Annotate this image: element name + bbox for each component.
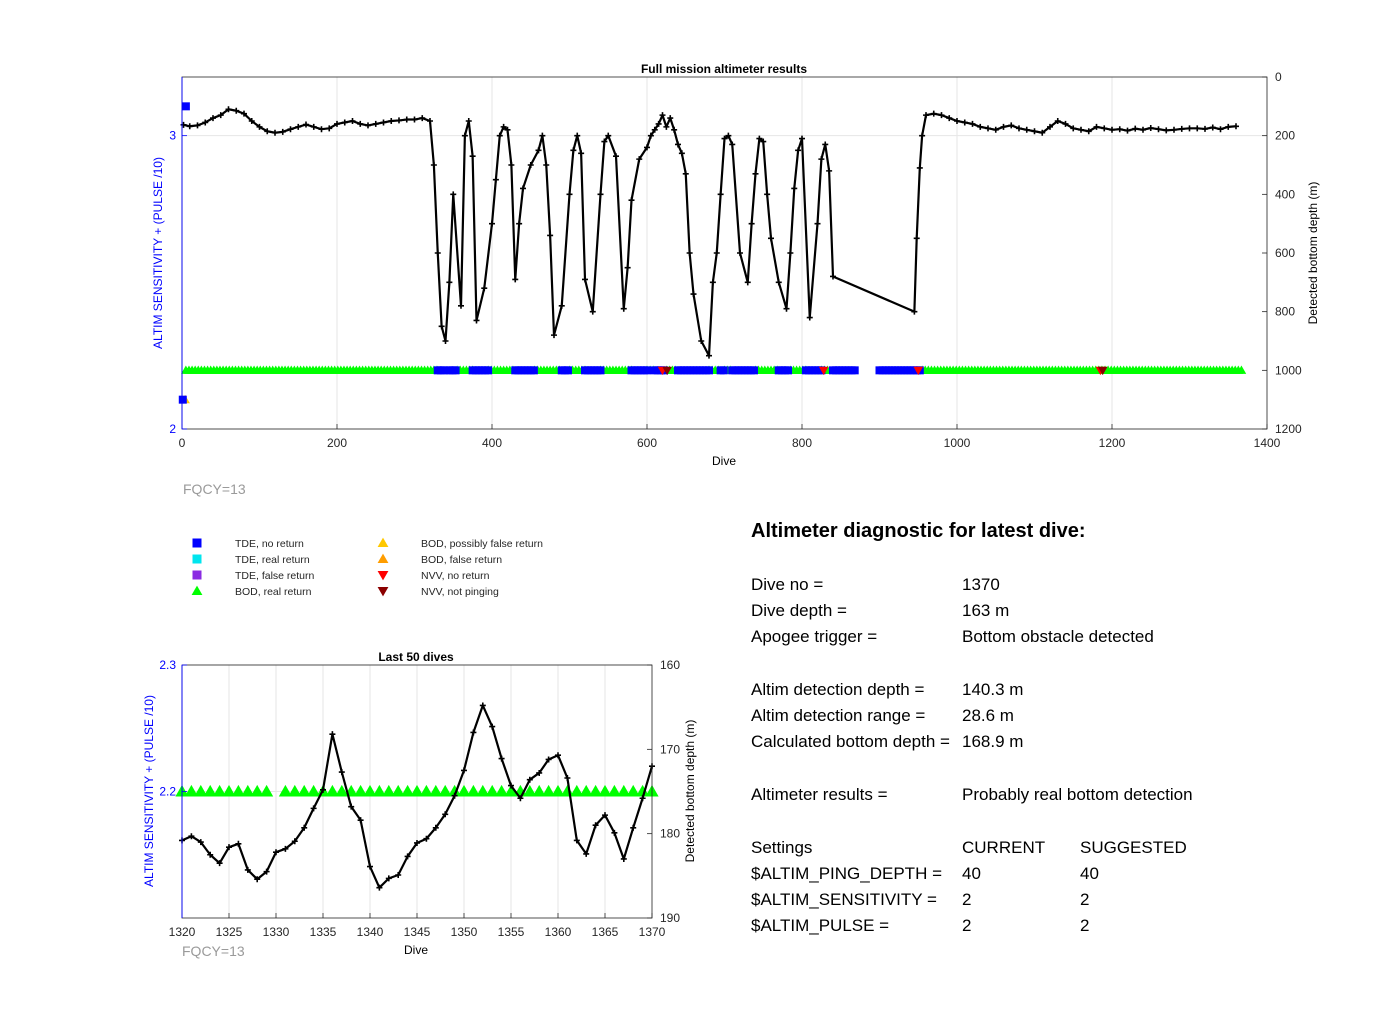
bot-x-tick-label: 1325 <box>215 925 243 939</box>
diag-value: 168.9 m <box>962 732 1024 751</box>
legend-label: NVV, no return <box>421 570 490 582</box>
diag-label: $ALTIM_PULSE = <box>751 916 890 935</box>
diag-value: 40 <box>962 864 981 883</box>
top-left-axis-label: ALTIM SENSITIVITY + (PULSE /10) <box>151 157 165 349</box>
marker-legend <box>192 538 544 598</box>
bottom-x-axis-label: Dive <box>403 943 429 957</box>
bottom-markers <box>175 785 658 797</box>
legend-label: BOD, possibly false return <box>421 538 543 550</box>
diag-value: Probably real bottom detection <box>962 785 1193 804</box>
bot-y-right-tick-label: 160 <box>660 658 681 672</box>
bot-y-right-tick-label: 170 <box>660 742 681 757</box>
diag-suggested: 40 <box>1080 864 1099 883</box>
top-x-tick-label: 800 <box>791 436 813 450</box>
legend-label: BOD, false return <box>421 554 503 566</box>
top-marker-square <box>484 366 492 374</box>
legend-marker-square <box>193 555 202 564</box>
diag-value: 2 <box>962 890 972 909</box>
legend-marker-triangle-down <box>378 587 389 596</box>
top-x-axis-label: Dive <box>711 454 737 468</box>
legend-label: TDE, false return <box>235 570 315 582</box>
bot-x-tick-label: 1340 <box>356 925 384 939</box>
bot-x-tick-label: 1360 <box>544 925 572 939</box>
legend-marker-triangle-up <box>192 586 203 595</box>
top-marker-square <box>750 366 758 374</box>
top-x-tick-label: 600 <box>636 436 658 450</box>
bot-x-tick-label: 1320 <box>168 925 196 939</box>
diag-label: Altim detection range = <box>751 706 926 725</box>
diag-label: Apogee trigger = <box>751 627 878 646</box>
bot-y-right-tick-label: 180 <box>660 826 681 841</box>
top-x-tick-label: 0 <box>178 436 186 450</box>
top-y-right-tick-label: 200 <box>1275 128 1296 143</box>
diag-value: 1370 <box>962 575 1000 594</box>
last-50-dives-chart <box>142 650 697 959</box>
bot-x-tick-label: 1355 <box>497 925 525 939</box>
bot-y-left-tick-label: 2.3 <box>159 658 176 672</box>
legend-label: NVV, not pinging <box>421 586 499 598</box>
diagnostic-title: Altimeter diagnostic for latest dive: <box>751 520 1086 542</box>
top-y-right-tick-label: 0 <box>1275 70 1282 84</box>
diag-label: Dive no = <box>751 575 824 594</box>
top-chart-title: Full mission altimeter results <box>640 62 808 76</box>
legend-label: TDE, no return <box>235 538 304 550</box>
diag-label: $ALTIM_SENSITIVITY = <box>751 890 937 909</box>
diag-value: CURRENT <box>962 838 1046 857</box>
bottom-footnote: FQCY=13 <box>182 943 245 959</box>
bottom-chart-title: Last 50 dives <box>378 650 454 664</box>
legend-label: BOD, real return <box>235 586 312 598</box>
bottom-left-axis-label: ALTIM SENSITIVITY + (PULSE /10) <box>142 695 156 887</box>
legend-label: TDE, real return <box>235 554 310 566</box>
top-marker-square <box>705 366 713 374</box>
top-x-tick-label: 200 <box>326 436 348 450</box>
legend-marker-triangle-up <box>378 554 389 563</box>
top-y-right-tick-label: 800 <box>1275 304 1296 319</box>
full-mission-chart <box>151 62 1320 497</box>
top-y-right-tick-label: 1000 <box>1275 363 1302 378</box>
bot-x-tick-label: 1370 <box>638 925 666 939</box>
diag-label: Altimeter results = <box>751 785 888 804</box>
diag-value: 2 <box>962 916 972 935</box>
diag-label: Dive depth = <box>751 601 847 620</box>
top-y-right-tick-label: 600 <box>1275 246 1296 260</box>
top-marker-square <box>643 366 651 374</box>
top-marker-square <box>179 396 187 404</box>
top-marker-square <box>564 366 572 374</box>
legend-marker-square <box>193 539 202 548</box>
diag-value: 140.3 m <box>962 680 1024 699</box>
diag-suggested: SUGGESTED <box>1080 838 1187 857</box>
top-marker-square <box>784 366 792 374</box>
top-y-left-tick-label: 3 <box>169 128 176 143</box>
diag-label: Settings <box>751 838 813 857</box>
bot-x-tick-label: 1335 <box>309 925 337 939</box>
top-x-tick-label: 1000 <box>943 436 971 450</box>
top-marker-square <box>720 366 728 374</box>
bot-x-tick-label: 1350 <box>450 925 478 939</box>
diag-suggested: 2 <box>1080 890 1090 909</box>
top-footnote: FQCY=13 <box>183 481 246 497</box>
legend-marker-triangle-down <box>378 571 389 580</box>
top-marker-square <box>597 366 605 374</box>
top-right-axis-label: Detected bottom depth (m) <box>1306 181 1320 325</box>
diag-value: 28.6 m <box>962 706 1014 725</box>
top-x-tick-label: 1400 <box>1253 436 1281 450</box>
bot-x-tick-label: 1365 <box>591 925 619 939</box>
top-marker-square <box>851 366 859 374</box>
bot-x-tick-label: 1330 <box>262 925 290 939</box>
diag-value: Bottom obstacle detected <box>962 627 1154 646</box>
top-y-right-tick-label: 1200 <box>1275 422 1302 436</box>
diag-label: $ALTIM_PING_DEPTH = <box>751 864 942 883</box>
diag-value: 163 m <box>962 601 1010 620</box>
bot-y-left-tick-label: 2.2 <box>159 784 176 799</box>
diag-label: Altim detection depth = <box>751 680 925 699</box>
bot-x-tick-label: 1345 <box>403 925 431 939</box>
diag-label: Calculated bottom depth = <box>751 732 950 751</box>
top-marker-square <box>182 102 190 110</box>
top-y-left-tick-label: 2 <box>169 422 176 436</box>
legend-marker-triangle-up <box>378 538 389 547</box>
legend-marker-square <box>193 571 202 580</box>
diag-suggested: 2 <box>1080 916 1090 935</box>
top-x-tick-label: 400 <box>481 436 503 450</box>
top-y-right-tick-label: 400 <box>1275 187 1296 202</box>
top-marker-square <box>452 366 460 374</box>
top-x-tick-label: 1200 <box>1098 436 1126 450</box>
top-marker-square <box>530 366 538 374</box>
bot-y-right-tick-label: 190 <box>660 911 681 925</box>
bottom-right-axis-label: Detected bottom depth (m) <box>683 719 697 863</box>
